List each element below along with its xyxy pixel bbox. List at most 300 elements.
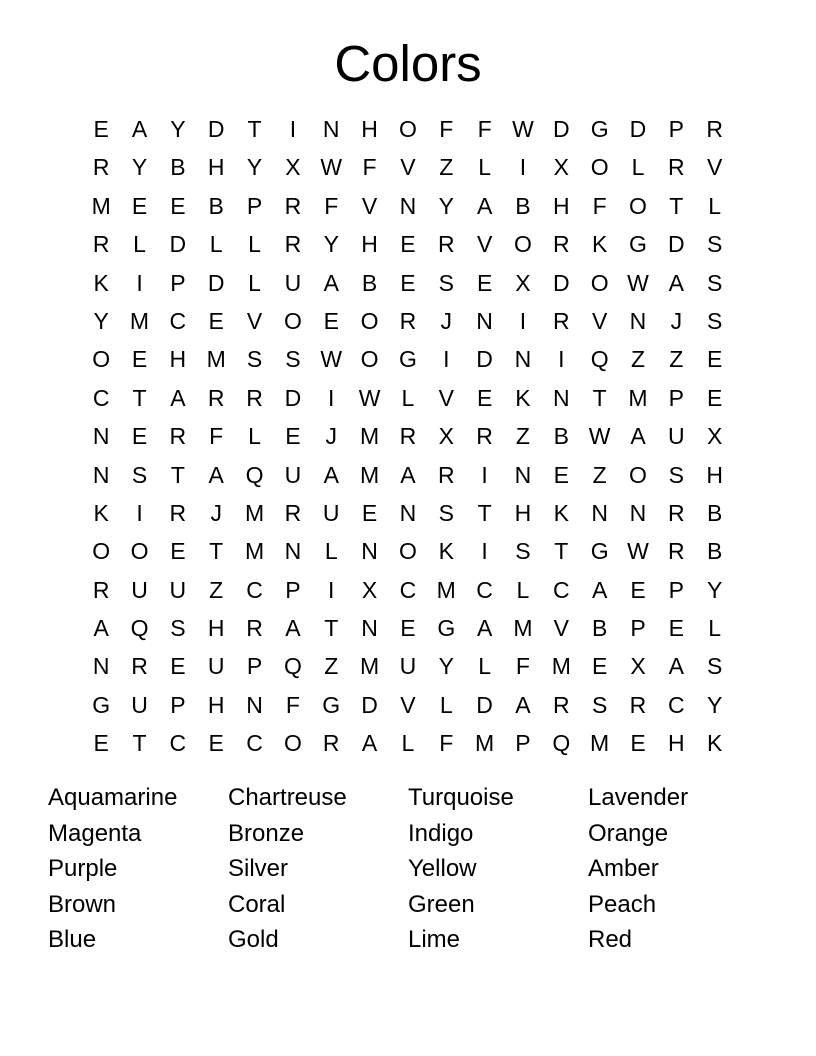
grid-letter: M	[244, 499, 265, 526]
word-item: Indigo	[408, 819, 474, 847]
grid-letter: F	[209, 423, 224, 450]
grid-letter: O	[283, 307, 302, 334]
grid-letter: M	[359, 423, 380, 450]
grid-letter: P	[630, 615, 646, 642]
grid-letter: C	[246, 730, 263, 757]
grid-letter: F	[439, 116, 454, 142]
grid-letter: E	[400, 269, 416, 296]
word-item: Peach	[588, 890, 657, 918]
grid-letter: R	[399, 307, 417, 334]
grid-letter: S	[707, 307, 723, 334]
grid-letter: B	[361, 269, 378, 296]
grid-letter: K	[553, 499, 569, 526]
grid-letter: N	[629, 307, 647, 334]
grid-row	[82, 686, 734, 724]
grid-letter: I	[481, 461, 488, 488]
grid-letter: B	[170, 154, 186, 181]
word-item: Lavender	[588, 784, 689, 811]
grid-letter: E	[361, 499, 378, 526]
grid-letter: M	[91, 192, 111, 219]
grid-letter: E	[170, 653, 186, 680]
grid-letter: U	[131, 691, 148, 718]
grid-letter: D	[476, 691, 493, 718]
letter-grid	[82, 110, 734, 763]
grid-letter: L	[401, 730, 415, 757]
grid-letter: C	[92, 384, 110, 411]
grid-letter: R	[92, 154, 110, 181]
grid-letter: F	[439, 730, 454, 757]
grid-letter: A	[630, 423, 646, 450]
grid-letter: G	[92, 691, 111, 718]
grid-letter: K	[707, 730, 723, 757]
grid-letter: U	[207, 653, 225, 680]
grid-letter: R	[207, 384, 225, 411]
grid-letter: H	[706, 461, 723, 488]
grid-letter: U	[284, 269, 302, 296]
grid-letter: E	[591, 653, 608, 680]
grid-letter: S	[515, 538, 531, 565]
word-list	[48, 780, 768, 958]
grid-letter: K	[93, 269, 109, 296]
grid-letter: S	[246, 346, 263, 373]
grid-letter: E	[553, 461, 569, 488]
grid-letter: E	[131, 192, 148, 219]
grid-letter: F	[515, 653, 530, 680]
grid-letter: I	[481, 538, 488, 565]
grid-letter: K	[93, 499, 109, 526]
grid-letter: I	[443, 346, 450, 373]
grid-letter: A	[476, 615, 493, 642]
grid-letter: Q	[552, 730, 571, 757]
grid-letter: R	[706, 116, 723, 142]
grid-letter: R	[131, 653, 148, 680]
grid-letter: C	[169, 730, 187, 757]
grid-letter: O	[92, 346, 111, 373]
grid-letter: O	[590, 269, 609, 296]
grid-letter: H	[514, 499, 532, 526]
grid-letter: T	[669, 192, 684, 219]
grid-letter: E	[208, 730, 224, 757]
grid-letter: P	[668, 384, 684, 411]
grid-letter: S	[131, 461, 148, 488]
grid-letter: L	[631, 154, 645, 181]
word-item: Yellow	[408, 855, 477, 883]
grid-letter: O	[92, 538, 111, 565]
grid-letter: H	[207, 691, 225, 718]
grid-letter: S	[591, 691, 608, 718]
grid-letter: N	[92, 461, 110, 488]
grid-letter: V	[553, 615, 569, 642]
word-item: Chartreuse	[228, 784, 347, 811]
grid-letter: O	[283, 730, 302, 757]
grid-row	[82, 609, 734, 647]
grid-letter: J	[210, 499, 222, 526]
grid-letter: U	[284, 461, 302, 488]
grid-letter: M	[475, 730, 495, 757]
grid-letter: E	[707, 346, 723, 373]
grid-letter: O	[629, 192, 647, 219]
grid-letter: R	[629, 691, 647, 718]
grid-row	[82, 494, 734, 532]
grid-letter: E	[707, 384, 723, 411]
grid-letter: V	[476, 231, 493, 258]
grid-letter: N	[476, 307, 493, 334]
grid-letter: R	[668, 499, 685, 526]
grid-letter: T	[132, 730, 147, 757]
word-item: Purple	[48, 855, 118, 883]
grid-letter: R	[399, 423, 417, 450]
grid-letter: F	[324, 192, 339, 219]
grid-letter: O	[360, 346, 379, 373]
grid-letter: R	[284, 499, 302, 526]
grid-letter: H	[668, 730, 685, 757]
grid-letter: S	[285, 346, 301, 373]
grid-letter: D	[476, 346, 493, 373]
grid-letter: J	[440, 307, 453, 334]
grid-row	[82, 302, 734, 340]
grid-letter: I	[558, 346, 565, 373]
grid-letter: L	[248, 231, 261, 258]
grid-letter: R	[246, 615, 263, 642]
grid-letter: S	[438, 499, 454, 526]
grid-row	[82, 110, 734, 148]
grid-letter: N	[591, 499, 608, 526]
grid-letter: E	[285, 423, 301, 450]
grid-letter: E	[323, 307, 339, 334]
grid-letter: R	[552, 231, 570, 258]
grid-letter: Y	[707, 576, 723, 603]
grid-letter: V	[438, 384, 454, 411]
grid-letter: Y	[438, 653, 454, 680]
grid-letter: S	[668, 461, 684, 488]
word-column	[48, 780, 228, 958]
word-column	[408, 780, 588, 958]
grid-letter: M	[206, 346, 226, 373]
grid-letter: V	[591, 307, 608, 334]
grid-letter: W	[512, 116, 534, 142]
grid-letter: D	[207, 116, 225, 142]
grid-letter: I	[328, 384, 335, 411]
grid-letter: N	[514, 346, 532, 373]
grid-letter: D	[668, 231, 685, 258]
grid-letter: Y	[170, 116, 186, 142]
grid-letter: F	[592, 192, 607, 219]
grid-letter: W	[320, 346, 343, 373]
grid-letter: T	[554, 538, 569, 565]
grid-letter: Y	[131, 154, 148, 181]
grid-row	[82, 264, 734, 302]
grid-letter: S	[170, 615, 186, 642]
word-item: Turquoise	[408, 784, 514, 811]
grid-row	[82, 456, 734, 494]
grid-letter: D	[284, 384, 302, 411]
word-item: Gold	[228, 926, 279, 954]
word-item: Coral	[228, 890, 286, 918]
grid-letter: L	[248, 423, 261, 450]
grid-letter: E	[668, 615, 684, 642]
grid-letter: M	[551, 653, 571, 680]
grid-row	[82, 647, 734, 685]
grid-letter: N	[284, 538, 302, 565]
grid-letter: B	[208, 192, 224, 219]
grid-letter: P	[246, 653, 263, 680]
word-column	[228, 780, 408, 958]
grid-letter: K	[515, 384, 531, 411]
grid-letter: O	[629, 461, 647, 488]
word-item: Silver	[228, 855, 289, 883]
grid-letter: M	[590, 730, 610, 757]
grid-letter: E	[170, 192, 186, 219]
grid-letter: R	[322, 730, 340, 757]
grid-letter: B	[553, 423, 569, 450]
grid-row	[82, 148, 734, 186]
grid-letter: N	[322, 116, 340, 142]
grid-letter: R	[246, 384, 263, 411]
word-item: Bronze	[228, 819, 305, 847]
grid-letter: N	[92, 653, 110, 680]
grid-letter: F	[285, 691, 300, 718]
grid-letter: F	[362, 154, 377, 181]
grid-letter: N	[399, 192, 417, 219]
grid-letter: I	[136, 269, 143, 296]
grid-letter: A	[515, 691, 531, 718]
grid-letter: U	[131, 576, 148, 603]
word-item: Red	[588, 926, 633, 954]
grid-letter: V	[400, 154, 416, 181]
grid-letter: E	[170, 538, 186, 565]
word-item: Magenta	[48, 819, 142, 847]
grid-letter: R	[169, 499, 187, 526]
grid-letter: X	[285, 154, 301, 181]
grid-letter: B	[707, 499, 723, 526]
grid-letter: D	[552, 116, 570, 142]
grid-letter: B	[515, 192, 531, 219]
grid-letter: T	[209, 538, 224, 565]
grid-letter: V	[246, 307, 263, 334]
grid-letter: A	[400, 461, 416, 488]
word-item: Green	[408, 890, 475, 918]
grid-letter: G	[629, 231, 647, 258]
grid-letter: X	[438, 423, 454, 450]
grid-letter: U	[399, 653, 417, 680]
grid-letter: Q	[590, 346, 609, 373]
grid-letter: W	[358, 384, 381, 411]
grid-letter: H	[361, 116, 378, 142]
grid-letter: R	[92, 231, 110, 258]
grid-letter: E	[93, 730, 109, 757]
grid-letter: T	[324, 615, 339, 642]
grid-letter: V	[707, 154, 723, 181]
word-item: Lime	[408, 926, 461, 954]
grid-letter: J	[325, 423, 337, 450]
grid-letter: G	[398, 346, 417, 373]
grid-letter: N	[246, 691, 263, 718]
grid-letter: C	[399, 576, 417, 603]
grid-letter: L	[516, 576, 530, 603]
grid-letter: N	[552, 384, 570, 411]
grid-letter: P	[668, 116, 684, 142]
grid-letter: E	[630, 576, 646, 603]
grid-letter: L	[401, 384, 415, 411]
grid-letter: V	[400, 691, 416, 718]
grid-letter: D	[169, 231, 187, 258]
grid-letter: U	[169, 576, 187, 603]
grid-letter: O	[590, 154, 609, 181]
grid-letter: N	[361, 615, 378, 642]
grid-letter: P	[170, 691, 186, 718]
grid-letter: L	[478, 154, 491, 181]
grid-letter: O	[398, 116, 417, 142]
grid-letter: F	[477, 116, 492, 142]
grid-letter: O	[130, 538, 149, 565]
grid-letter: E	[93, 116, 109, 142]
grid-letter: T	[247, 116, 262, 142]
grid-row	[82, 571, 734, 609]
grid-letter: P	[515, 730, 531, 757]
grid-letter: N	[399, 499, 417, 526]
grid-letter: R	[668, 538, 685, 565]
grid-letter: D	[629, 116, 647, 142]
grid-letter: W	[627, 269, 649, 296]
grid-letter: O	[398, 538, 417, 565]
grid-letter: P	[668, 576, 684, 603]
grid-letter: D	[552, 269, 570, 296]
grid-letter: P	[285, 576, 301, 603]
grid-letter: E	[400, 231, 416, 258]
word-item: Brown	[48, 890, 117, 918]
grid-letter: A	[476, 192, 493, 219]
grid-letter: B	[707, 538, 723, 565]
grid-row	[82, 417, 734, 455]
grid-letter: L	[209, 231, 223, 258]
grid-letter: H	[207, 154, 225, 181]
grid-letter: R	[552, 307, 570, 334]
grid-letter: L	[708, 615, 722, 642]
word-item: Blue	[48, 926, 97, 954]
grid-letter: S	[438, 269, 454, 296]
grid-letter: P	[170, 269, 186, 296]
grid-letter: E	[131, 423, 148, 450]
grid-letter: A	[131, 116, 148, 142]
grid-letter: R	[169, 423, 187, 450]
grid-letter: Y	[707, 691, 723, 718]
word-item: Amber	[588, 855, 659, 883]
grid-letter: M	[628, 384, 648, 411]
grid-letter: B	[591, 615, 608, 642]
grid-letter: E	[476, 384, 493, 411]
grid-letter: E	[131, 346, 148, 373]
grid-letter: S	[707, 653, 723, 680]
grid-letter: D	[207, 269, 225, 296]
grid-letter: M	[244, 538, 265, 565]
grid-letter: Z	[669, 346, 684, 373]
grid-letter: I	[328, 576, 335, 603]
grid-letter: G	[590, 538, 609, 565]
grid-letter: X	[515, 269, 531, 296]
grid-letter: E	[400, 615, 416, 642]
grid-letter: I	[519, 154, 527, 181]
grid-letter: Y	[323, 231, 339, 258]
grid-letter: A	[591, 576, 608, 603]
grid-letter: Z	[324, 653, 339, 680]
grid-letter: L	[478, 653, 491, 680]
grid-letter: C	[476, 576, 493, 603]
grid-letter: R	[668, 154, 685, 181]
grid-letter: H	[552, 192, 570, 219]
grid-letter: A	[208, 461, 224, 488]
grid-letter: A	[668, 653, 684, 680]
grid-letter: T	[132, 384, 147, 411]
grid-letter: A	[323, 461, 339, 488]
word-item: Aquamarine	[48, 784, 178, 811]
grid-letter: Z	[630, 346, 646, 373]
grid-letter: K	[591, 231, 608, 258]
grid-row	[82, 225, 734, 263]
grid-letter: R	[552, 691, 570, 718]
grid-letter: W	[627, 538, 649, 565]
grid-letter: P	[246, 192, 263, 219]
grid-letter: K	[438, 538, 454, 565]
grid-letter: M	[359, 461, 380, 488]
grid-letter: A	[285, 615, 301, 642]
grid-letter: R	[284, 192, 302, 219]
grid-letter: Z	[209, 576, 224, 603]
grid-letter: H	[207, 615, 225, 642]
grid-letter: L	[248, 269, 261, 296]
grid-letter: G	[322, 691, 341, 718]
grid-letter: R	[476, 423, 493, 450]
grid-letter: C	[246, 576, 263, 603]
grid-letter: S	[707, 269, 723, 296]
grid-letter: X	[707, 423, 723, 450]
grid-letter: A	[361, 730, 378, 757]
grid-letter: X	[361, 576, 378, 603]
grid-letter: I	[519, 307, 527, 334]
grid-letter: O	[360, 307, 379, 334]
grid-letter: O	[514, 231, 532, 258]
grid-letter: T	[170, 461, 185, 488]
grid-letter: A	[170, 384, 186, 411]
grid-letter: T	[592, 384, 607, 411]
grid-letter: Z	[439, 154, 454, 181]
grid-letter: M	[513, 615, 533, 642]
grid-letter: M	[129, 307, 150, 334]
grid-letter: S	[707, 231, 723, 258]
puzzle-title: Colors	[334, 35, 482, 92]
grid-letter: N	[361, 538, 378, 565]
grid-letter: E	[476, 269, 493, 296]
grid-letter: R	[437, 461, 455, 488]
grid-letter: W	[320, 154, 343, 181]
grid-letter: N	[514, 461, 532, 488]
grid-letter: Q	[130, 615, 149, 642]
grid-letter: L	[324, 538, 338, 565]
grid-row	[82, 724, 734, 762]
grid-letter: Y	[438, 192, 454, 219]
grid-letter: R	[284, 231, 302, 258]
grid-letter: A	[668, 269, 684, 296]
grid-letter: N	[92, 423, 110, 450]
grid-letter: Q	[283, 653, 302, 680]
grid-letter: L	[133, 231, 146, 258]
grid-letter: A	[93, 615, 109, 642]
grid-letter: L	[439, 691, 453, 718]
grid-letter: Y	[246, 154, 263, 181]
grid-letter: G	[437, 615, 456, 642]
grid-letter: Z	[592, 461, 607, 488]
grid-letter: D	[361, 691, 378, 718]
grid-letter: H	[169, 346, 187, 373]
